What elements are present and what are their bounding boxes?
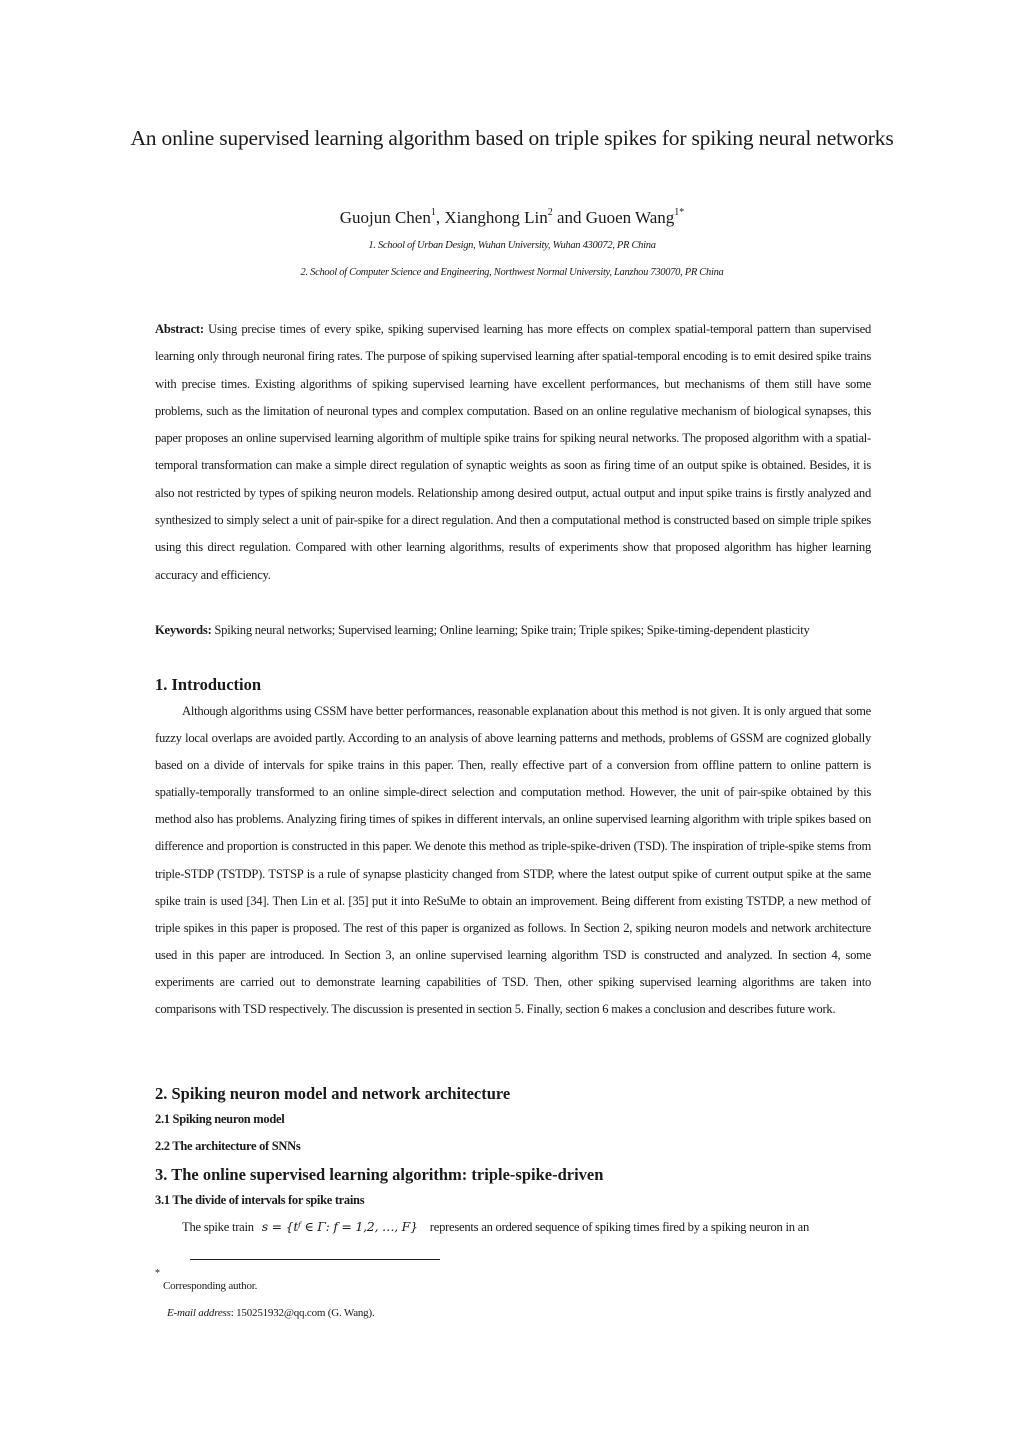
- keywords: [155, 616, 871, 644]
- author-name: Xianghong Lin: [444, 208, 548, 227]
- abstract-text: Using precise times of every spike, spiking supervised learning has more effects on complex spatial-temporal pattern than supervised learning only through neuronal firing rates. The purpose of spiking supervised learning after spatial-temporal encoding is to emit desired spike trains with precise times. Existing algorithms of spiking supervised learning have excellent performances, but mechanisms of them still have some problems, such as the limitation of neuronal types and complex computation. Based on an online regulative mechanism of biological synapses, this paper proposes an online supervised learning algorithm of multiple spike trains for spiking neural networks. The proposed algorithm with a spatial-temporal transformation can make a simple direct regulation of synaptic weights as soon as firing time of an output spike is obtained. Besides, it is also not restricted by types of spiking neuron models. Relationship among desired output, actual output and input spike trains is firstly analyzed and synthesized to simply select a unit of pair-spike for a direct regulation. And then a computational method is constructed based on simple triple spikes using this direct regulation. Compared with other learning algorithms, results of experiments show that proposed algorithm has higher learning accuracy and efficiency.: [155, 322, 872, 582]
- section-heading-introduction: 1. Introduction: [155, 675, 262, 694]
- affiliation-2: 2. School of Computer Science and Engineering, Northwest Normal University, Lanzhou 730070, PR China: [300, 267, 724, 278]
- email-label: E-mail address: [167, 1307, 231, 1319]
- section-3-1-paragraph: [182, 1219, 871, 1235]
- keywords-label: Keywords:: [155, 623, 212, 637]
- subsection-heading-3-1: 3.1 The divide of intervals for spike trains: [155, 1193, 365, 1207]
- paragraph-text: represents an ordered sequence of spiking times fired by a spiking neuron in an: [429, 1220, 810, 1234]
- subsection-heading-2-1: 2.1 Spiking neuron model: [155, 1112, 285, 1126]
- spike-train-equation: s = {tᶠ ∈ Γ: f = 1,2, …, F}: [261, 1219, 418, 1234]
- affiliation-1: 1. School of Urban Design, Wuhan University, Wuhan 430072, PR China: [368, 240, 656, 251]
- introduction-paragraph: Although algorithms using CSSM have better performances, reasonable explanation about this method is not given. It is only argued that some fuzzy local overlaps are avoided partly. According to an analysis of above learning patterns and methods, problems of GSSM are cognized globally based on a divide of intervals for spike trains in this paper. Then, really effective part of a conversion from offline pattern to online pattern is spatially-temporally transformed to an online simple-direct selection and computation method. However, the unit of pair-spike obtained by this method also has problems. Analyzing firing times of spikes in different intervals, an online supervised learning algorithm with triple spikes based on difference and proportion is constructed in this paper. We denote this method as triple-spike-driven (TSD). The inspiration of triple-spike stems from triple-STDP (TSTDP). TSTSP is a rule of synapse plasticity changed from STDP, where the latest output spike of current output spike at the same spike train is used [34]. Then Lin et al. [35] put it into ReSuMe to obtain an improvement. Being different from existing TSTDP, a new method of triple spikes in this paper is proposed. The rest of this paper is organized as follows. In Section 2, spiking neuron models and network architecture used in this paper are introduced. In Section 3, an online supervised learning algorithm TSD is constructed and analyzed. In section 4, some experiments are carried out to demonstrate learning capabilities of TSD. Then, other spiking supervised learning algorithms are taken into comparisons with TSD respectively. The discussion is presented in section 5. Finally, section 6 makes a conclusion and describes future work.: [155, 704, 871, 1017]
- keywords-text: Spiking neural networks; Supervised learning; Online learning; Spike train; Triple spikes; Spike-timing-dependent plasticity: [214, 623, 810, 637]
- footnote-divider: [190, 1259, 440, 1260]
- author-affil-mark: 2: [547, 207, 553, 218]
- footnote-text: Corresponding author.: [163, 1280, 258, 1292]
- paragraph-text: The spike train: [182, 1220, 254, 1234]
- paper-title: An online supervised learning algorithm based on triple spikes for spiking neural networks: [130, 126, 894, 150]
- section-heading-neuron-model: 2. Spiking neuron model and network architecture: [155, 1084, 511, 1103]
- author-affil-mark: 1: [430, 207, 436, 218]
- subsection-heading-2-2: 2.2 The architecture of SNNs: [155, 1139, 301, 1153]
- author-name: Guoen Wang: [585, 208, 675, 227]
- author-separator: and: [552, 208, 586, 227]
- abstract-label: Abstract:: [155, 322, 204, 336]
- author-list: [0, 206, 1024, 230]
- section-heading-algorithm: 3. The online supervised learning algorithm: triple-spike-driven: [155, 1165, 604, 1184]
- author-name: Guojun Chen: [339, 208, 431, 227]
- abstract: [155, 316, 871, 589]
- author-separator: ,: [435, 208, 445, 227]
- email-address: : 150251932@qq.com (G. Wang).: [230, 1307, 375, 1319]
- author-affil-mark: 1*: [674, 207, 685, 218]
- footnote-mark: *: [155, 1268, 160, 1279]
- footnote-email: [167, 1307, 375, 1319]
